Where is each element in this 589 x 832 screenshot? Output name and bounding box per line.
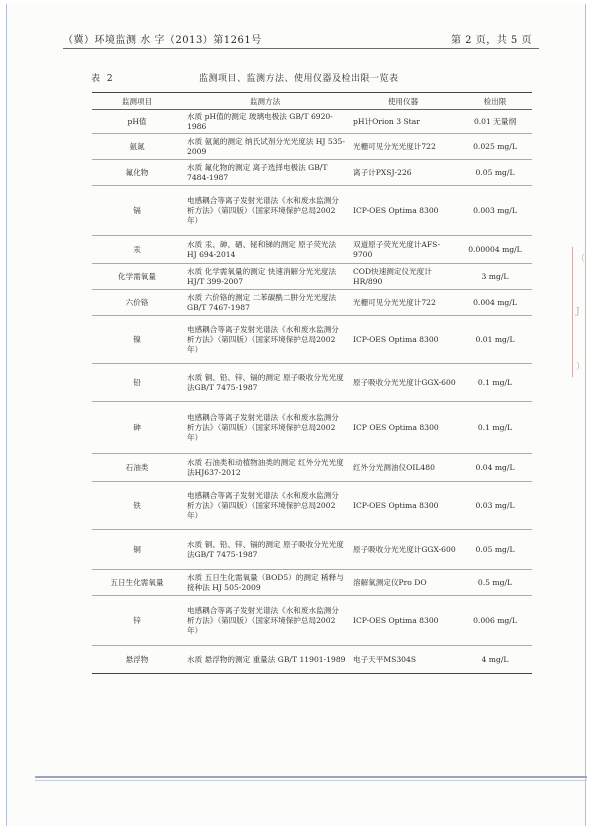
table-row: [92, 570, 532, 596]
cell-method: 水质 pH值的测定 玻璃电极法 GB/T 6920-1986: [187, 111, 333, 131]
cell-item: pH值: [127, 116, 147, 126]
cell-method: 水质 五日生化需氧量（BOD5）的测定 稀释与接种法 HJ 505-2009: [187, 572, 344, 592]
cell-limit: 0.05 mg/L: [475, 544, 515, 554]
cell-item: 铜: [133, 544, 141, 554]
table-row: [92, 134, 532, 160]
table-row: [92, 646, 532, 674]
table-header-row: [92, 93, 532, 110]
cell-limit: 0.00004 mg/L: [468, 244, 522, 254]
cell-limit: 0.5 mg/L: [477, 577, 513, 587]
seal-stamp: [572, 247, 587, 377]
cell-method: 水质 石油类和动植物油类的测定 红外分光光度法HJ637-2012: [187, 457, 344, 477]
table-row: [92, 596, 532, 646]
cell-method: 水质 化学需氧量的测定 快速消解分光光度法 HJ/T 399-2007: [187, 266, 337, 286]
cell-instrument: ICP-OES Optima 8300: [353, 205, 439, 215]
cell-method: 水质 氨氮的测定 纳氏试剂分光光度法 HJ 535-2009: [187, 136, 345, 156]
cell-limit: 0.004 mg/L: [473, 297, 517, 307]
cell-method: 水质 铜、铅、锌、镉的测定 原子吸收分光光度法GB/T 7475-1987: [187, 372, 344, 392]
report-number: （冀）环境监测 水 字（2013）第1261号: [63, 35, 262, 46]
header-rule: [63, 48, 539, 49]
cell-method: 水质 六价铬的测定 二苯碳酰二肼分光光度法 GB/T 7467-1987: [187, 292, 337, 312]
col-header-limit: 检出限: [483, 97, 507, 106]
table-row: [92, 364, 532, 402]
cell-item: 镍: [133, 334, 141, 344]
col-header-instrument: 使用仪器: [387, 97, 419, 106]
cell-instrument: ICP-OES Optima 8300: [353, 500, 439, 510]
cell-method: 水质 铜、铅、锌、镉的测定 原子吸收分光光度法GB/T 7475-1987: [187, 539, 344, 559]
cell-instrument: pH计Orion 3 Star: [353, 116, 420, 126]
cell-instrument: 离子计PXSJ-226: [353, 167, 412, 177]
cell-method: 电感耦合等离子发射光谱法《水和废水监测分析方法》（第四版）（国家环境保护总局2002年）: [187, 490, 339, 520]
col-header-item: 监测项目: [121, 97, 153, 106]
cell-item: 铁: [133, 500, 141, 510]
cell-limit: 0.05 mg/L: [475, 167, 515, 177]
cell-instrument: ICP-OES Optima 8300: [353, 334, 439, 344]
cell-item: 镉: [133, 205, 141, 215]
cell-method: 水质 汞、砷、硒、铋和锑的测定 原子荧光法 HJ 694-2014: [187, 239, 337, 259]
monitoring-table: [92, 92, 532, 674]
cell-limit: 0.1 mg/L: [477, 377, 513, 387]
table-row: [92, 316, 532, 364]
cell-instrument: 原子吸收分光光度计GGX-600: [353, 544, 456, 554]
table-row: [92, 110, 532, 134]
cell-limit: 0.04 mg/L: [475, 462, 515, 472]
cell-limit: 0.01 无量纲: [473, 116, 517, 126]
cell-method: 水质 氟化物的测定 离子选择电极法 GB/T 7484-1987: [187, 162, 328, 182]
cell-limit: 0.003 mg/L: [473, 205, 517, 215]
cell-limit: 0.1 mg/L: [477, 422, 513, 432]
table-row: [92, 236, 532, 264]
seal-mark-mid: J: [576, 307, 580, 317]
table-row: [92, 402, 532, 454]
table-row: [92, 264, 532, 290]
cell-method: 电感耦合等离子发射光谱法《水和废水监测分析方法》（第四版）（国家环境保护总局2002年）: [187, 195, 339, 225]
table-row: [92, 454, 532, 482]
table-row: [92, 186, 532, 236]
cell-instrument: ICP-OES Optima 8300: [353, 615, 439, 625]
cell-instrument: 红外分光测油仪OIL480: [353, 462, 435, 472]
cell-item: 六价铬: [125, 297, 149, 307]
cell-instrument: 双道原子荧光光度计AFS-9700: [353, 239, 441, 259]
cell-item: 石油类: [125, 462, 149, 472]
cell-item: 汞: [133, 244, 141, 254]
cell-instrument: 原子吸收分光光度计GGX-600: [353, 377, 456, 387]
cell-item: 五日生化需氧量: [110, 577, 164, 587]
cell-item: 化学需氧量: [118, 271, 156, 281]
footer-rule: [35, 776, 587, 778]
table-title: 监测项目、监测方法、使用仪器及检出限一览表: [199, 74, 399, 84]
cell-item: 砷: [133, 422, 141, 432]
cell-instrument: 光栅可见分光光度计722: [353, 141, 436, 151]
table-row: [92, 290, 532, 316]
cell-method: 电感耦合等离子发射光谱法《水和废水监测分析方法》（第四版）（国家环境保护总局2002年）: [187, 605, 339, 635]
seal-mark-bottom: ）: [576, 362, 586, 372]
cell-method: 电感耦合等离子发射光谱法《水和废水监测分析方法》（第四版）（国家环境保护总局2002年）: [187, 324, 339, 354]
cell-item: 氨氮: [129, 141, 145, 151]
cell-instrument: 溶解氧测定仪Pro DO: [353, 577, 427, 587]
table-row: [92, 530, 532, 570]
footer-rule-thin: [35, 780, 587, 781]
col-header-method: 监测方法: [249, 97, 281, 106]
seal-mark-top: （: [576, 254, 586, 264]
table-row: [92, 160, 532, 186]
cell-limit: 0.01 mg/L: [475, 334, 515, 344]
cell-limit: 3 mg/L: [481, 271, 509, 281]
cell-item: 铅: [133, 377, 141, 387]
cell-item: 悬浮物: [125, 654, 149, 664]
cell-instrument: 光栅可见分光光度计722: [353, 297, 436, 307]
cell-method: 电感耦合等离子发射光谱法《水和废水监测分析方法》（第四版）（国家环境保护总局2002年）: [187, 412, 339, 442]
table-label: 表 2: [91, 74, 115, 84]
cell-limit: 0.006 mg/L: [473, 615, 517, 625]
cell-limit: 0.03 mg/L: [475, 500, 515, 510]
cell-instrument: COD快速测定仪光度计HR/890: [353, 266, 432, 286]
cell-item: 氟化物: [125, 167, 149, 177]
cell-instrument: 电子天平MS304S: [353, 654, 417, 664]
cell-item: 锌: [133, 615, 141, 625]
table-row: [92, 482, 532, 530]
cell-instrument: ICP OES Optima 8300: [353, 422, 439, 432]
cell-limit: 4 mg/L: [481, 654, 509, 664]
page-indicator: 第 2 页，共 5 页: [451, 35, 532, 46]
cell-method: 水质 悬浮物的测定 重量法 GB/T 11901-1989: [187, 654, 346, 664]
cell-limit: 0.025 mg/L: [473, 141, 517, 151]
